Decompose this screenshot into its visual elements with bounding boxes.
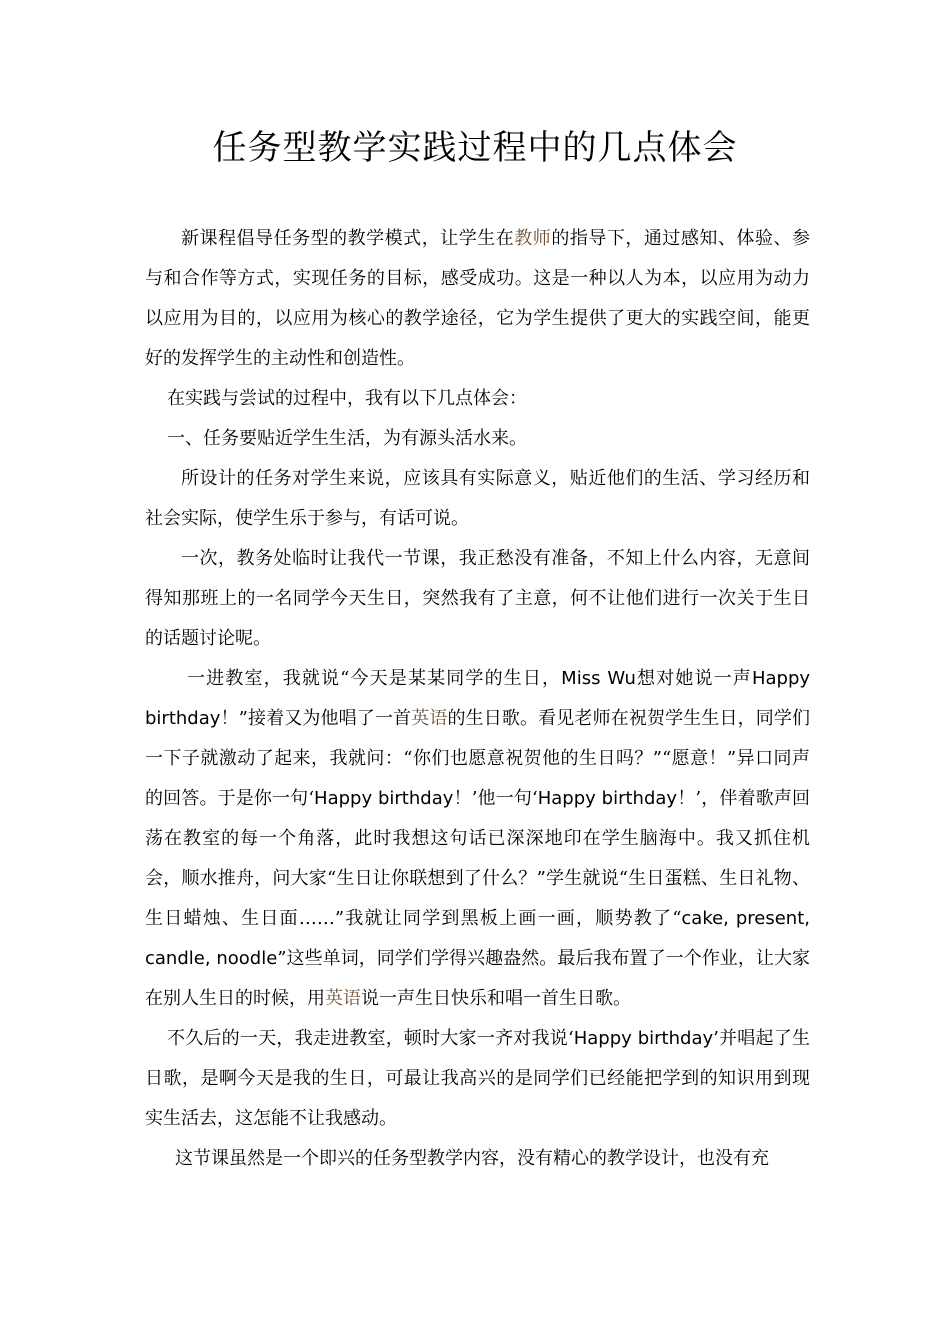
latin-text: Happy birthday: [573, 1028, 714, 1049]
text-span: 的指导下，通过感知、体验、参与和合作等方式，实现任务的目标，感受成功。这是一种以人为本，以应用为动力以应用为目的，以应用为核心的教学途径，它为学生提供了更大的实践空间，能更好的发挥学生的主动性和创造性。: [145, 228, 811, 369]
latin-text: Happy birthday！: [145, 668, 811, 729]
text-span: 一进教室，我就说“今天是某某同学的生日，: [187, 668, 562, 689]
latin-text: Happy birthday！: [314, 788, 472, 809]
text-span: ’，伴着歌声回荡在教室的每一个角落，此时我想这句话已深深地印在学生脑海中。我又抓住机会，顺水推舟，问大家“生日让你联想到了什么？”学生就说“生日蛋糕、生日礼物、生日蜡烛、生日面……”我就让同学到黑板上画一画，顺势教了“: [145, 788, 810, 929]
english-link[interactable]: 英语: [411, 708, 448, 729]
latin-text: Happy birthday！: [537, 788, 696, 809]
paragraph-birthday-lesson: [145, 659, 810, 1019]
text-span: ”接着又为他唱了一首: [238, 708, 412, 729]
paragraph-my-birthday: [145, 1019, 810, 1139]
text-span: 的生日歌。看见老师在祝贺学生生日，同学们一下子就激动了起来，我就问：“你们也愿意祝贺他的生日吗？”“愿意！”异口同声的回答。于是你一句‘: [145, 708, 811, 809]
text-span: 新课程倡导任务型的教学模式，让学生在: [181, 228, 515, 249]
paragraph-substitute-class: 一次，教务处临时让我代一节课，我正愁没有准备，不知上什么内容，无意间得知那班上的一名同学今天生日，突然我有了主意，何不让他们进行一次关于生日的话题讨论呢。: [145, 548, 810, 649]
document-body: [145, 219, 810, 1179]
heading-point-one: 一、任务要贴近学生生活，为有源头活水来。: [167, 428, 527, 449]
english-link[interactable]: 英语: [325, 988, 361, 1009]
text-span: 想对她说一声: [635, 668, 752, 689]
text-span: ’并唱起了生日歌，是啊今天是我的生日，可最让我高兴的是同学们已经能把学到的知识用到现实生活去，这怎能不让我感动。: [145, 1028, 810, 1129]
latin-text: cake, present, candle, noodle: [145, 908, 810, 969]
text-span: ’他一句‘: [471, 788, 538, 809]
text-span: 不久后的一天，我走进教室，顿时大家一齐对我说‘: [167, 1028, 574, 1049]
text-span: 说一声生日快乐和唱一首生日歌。: [361, 988, 631, 1009]
latin-text: Miss Wu: [561, 668, 636, 689]
teacher-link[interactable]: 教师: [514, 228, 552, 249]
text-span: ”这些单词，同学们学得兴趣盎然。最后我布置了一个作业，让大家在别人生日的时候，用: [145, 948, 811, 1009]
page-title: 任务型教学实践过程中的几点体会: [212, 128, 738, 168]
paragraph-intro: [145, 219, 810, 379]
paragraph-reflection: 这节课虽然是一个即兴的任务型教学内容，没有精心的教学设计，也没有充: [175, 1148, 769, 1169]
paragraph-task-design: 所设计的任务对学生来说，应该具有实际意义，贴近他们的生活、学习经历和社会实际，使学生乐于参与，有话可说。: [145, 468, 810, 529]
paragraph-experience: 在实践与尝试的过程中，我有以下几点体会：: [167, 388, 527, 409]
